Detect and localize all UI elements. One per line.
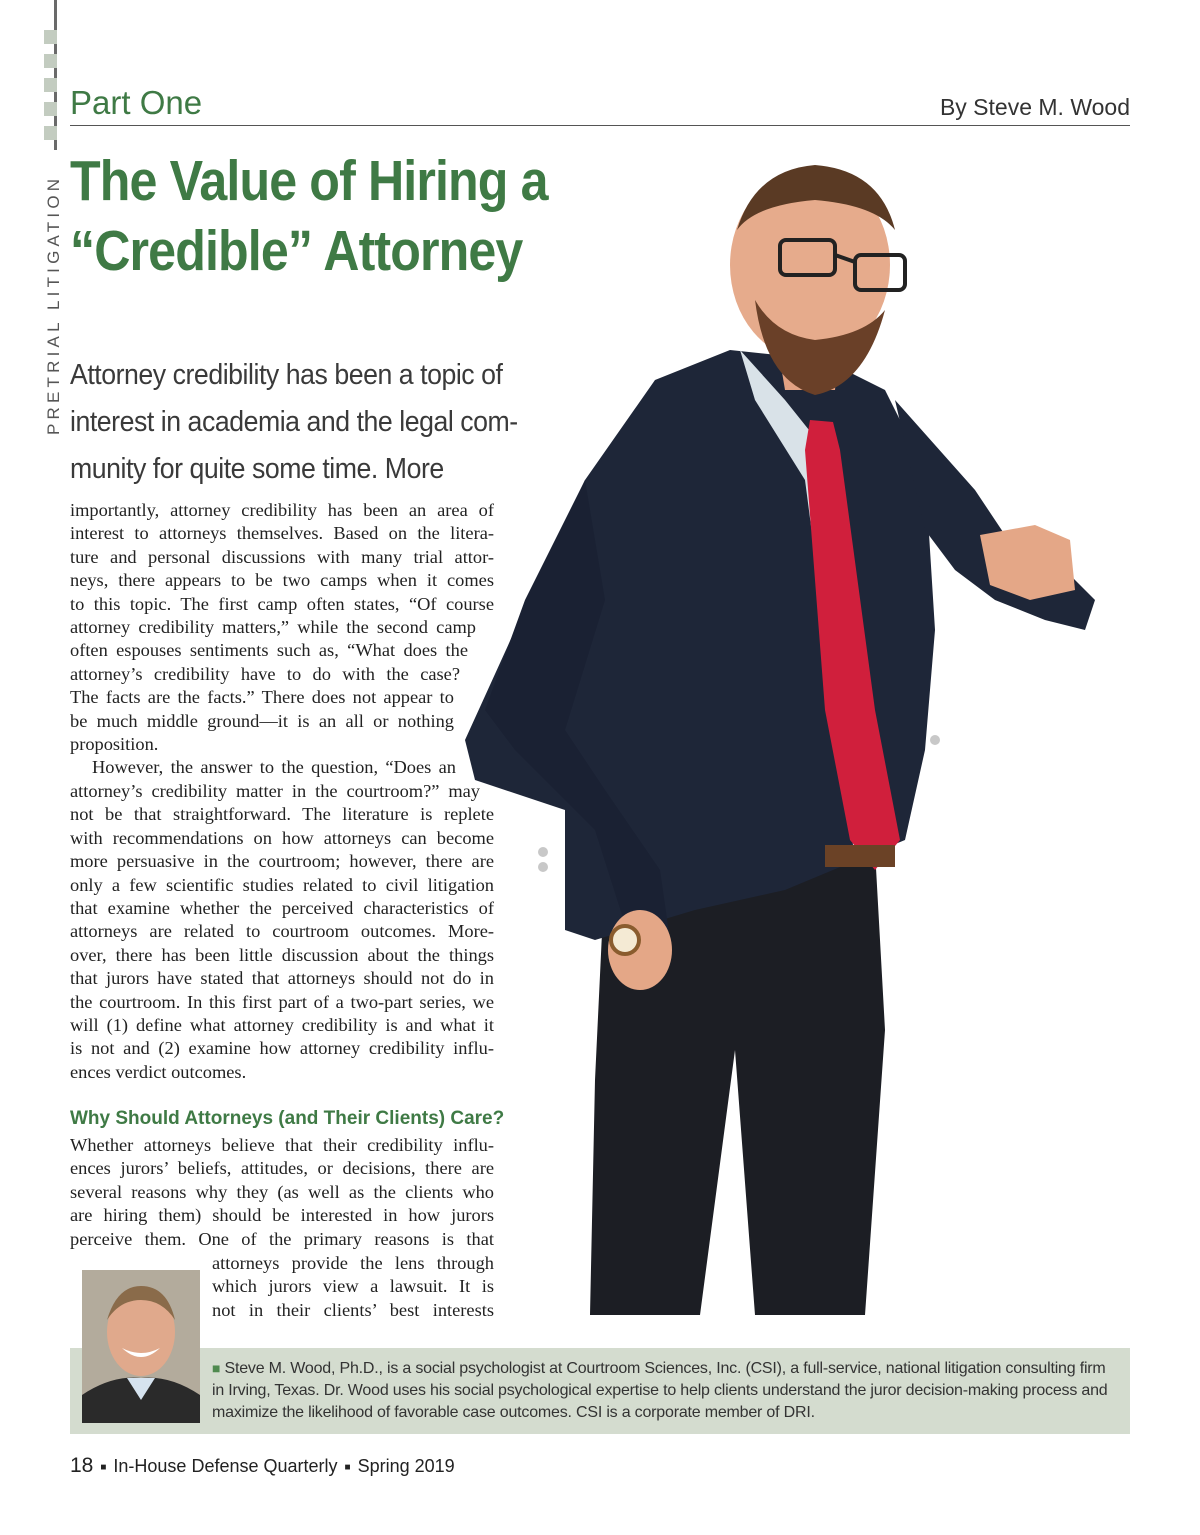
bio-line: maximize the likelihood of favorable case outcomes. CSI is a corporate member of DRI. <box>212 1404 815 1421</box>
body-line: only a few scientific studies related to civil litigation <box>70 874 494 895</box>
deco-block <box>44 102 57 116</box>
body-line: attorney’s credibility have to do with the case? <box>70 663 460 684</box>
body-line: neys, there appears to be two camps when it comes <box>70 570 494 591</box>
bullet-square-icon: ■ <box>100 1462 107 1473</box>
body-column-1 <box>70 499 494 1084</box>
deck-line: Attorney credibility has been a topic of <box>70 359 503 391</box>
body-line: that jurors have stated that attorneys should not do in <box>70 968 494 989</box>
body-line: be much middle ground—it is an all or nothing <box>70 710 454 731</box>
body-line: perceive them. One of the primary reasons is that <box>70 1228 494 1249</box>
bio-line: in Irving, Texas. Dr. Wood uses his social psychological expertise to help clients understand the juror decision-making process and <box>212 1382 1108 1399</box>
body-line: ences verdict outcomes. <box>70 1061 247 1082</box>
body-line: are hiring them) should be interested in how jurors <box>70 1205 494 1226</box>
body-line: importantly, attorney credibility has been an area of <box>70 500 494 520</box>
attorney-photo <box>455 150 1115 1320</box>
body-line: However, the answer to the question, “Does an <box>92 757 456 778</box>
body-line: interest to attorneys themselves. Based on the litera- <box>70 523 494 544</box>
body-line: the courtroom. In this first part of a two-part series, we <box>70 991 494 1012</box>
body-line: not in their clients’ best interests <box>212 1299 494 1320</box>
title-line: “Credible” Attorney <box>70 219 523 283</box>
body-column-3 <box>212 1252 494 1322</box>
author-photo <box>82 1270 200 1423</box>
body-line: which jurors view a lawsuit. It is <box>212 1276 494 1297</box>
deck <box>70 352 518 493</box>
body-line: more persuasive in the courtroom; however, there are <box>70 851 494 872</box>
body-line: The facts are the facts.” There does not appear to <box>70 687 454 708</box>
body-line: several reasons why they (as well as the clients who <box>70 1181 494 1202</box>
page-number: 18 <box>70 1454 94 1477</box>
part-label: Part One <box>70 84 203 121</box>
body-line: ture and personal discussions with many trial attor- <box>70 546 494 567</box>
title-line: The Value of Hiring a <box>70 149 548 213</box>
body-line: is not and (2) examine how attorney credibility influ- <box>70 1038 494 1059</box>
body-line: not be that straightforward. The literature is replete <box>70 804 494 825</box>
deco-block <box>44 30 57 44</box>
body-line: ences jurors’ beliefs, attitudes, or decisions, there are <box>70 1158 494 1179</box>
deco-block <box>44 54 57 68</box>
body-line: to this topic. The first camp often states, “Of course <box>70 593 494 614</box>
body-column-2 <box>70 1134 494 1251</box>
deco-block <box>44 78 57 92</box>
deco-block <box>44 126 57 140</box>
page-footer <box>70 1454 455 1478</box>
deck-line: munity for quite some time. More <box>70 453 444 485</box>
byline: By Steve M. Wood <box>939 94 1130 120</box>
body-line: attorney’s credibility matter in the courtroom?” may <box>70 780 480 801</box>
bullet-square-icon: ■ <box>344 1462 351 1473</box>
deck-line: interest in academia and the legal com- <box>70 406 518 438</box>
body-line: attorneys provide the lens through <box>212 1253 494 1273</box>
publication-name: In-House Defense Quarterly <box>113 1456 338 1476</box>
body-line: with recommendations on how attorneys can become <box>70 827 494 848</box>
body-line: Whether attorneys believe that their credibility influ- <box>70 1135 494 1155</box>
issue-date: Spring 2019 <box>357 1456 455 1476</box>
body-line: often espouses sentiments such as, “What does the <box>70 640 468 661</box>
bio-line <box>212 1357 1122 1380</box>
header-rule <box>70 125 1130 126</box>
bio-text-line: Steve M. Wood, Ph.D., is a social psychologist at Courtroom Sciences, Inc. (CSI), a full-service, national litigation consulting firm <box>224 1360 1106 1377</box>
body-line: proposition. <box>70 734 159 755</box>
body-line: over, there has been little discussion about the things <box>70 944 494 965</box>
body-line: attorney credibility matters,” while the second camp <box>70 617 476 638</box>
body-line: attorneys are related to courtroom outcomes. More- <box>70 921 494 942</box>
bullet-square-icon: ■ <box>212 1360 221 1376</box>
section-label: PRETRIAL LITIGATION <box>44 174 63 435</box>
body-line: that examine whether the perceived characteristics of <box>70 897 494 918</box>
body-line: will (1) define what attorney credibility is and what it <box>70 1014 494 1035</box>
subheading: Why Should Attorneys (and Their Clients) Care? <box>70 1108 505 1129</box>
author-bio <box>212 1357 1122 1424</box>
